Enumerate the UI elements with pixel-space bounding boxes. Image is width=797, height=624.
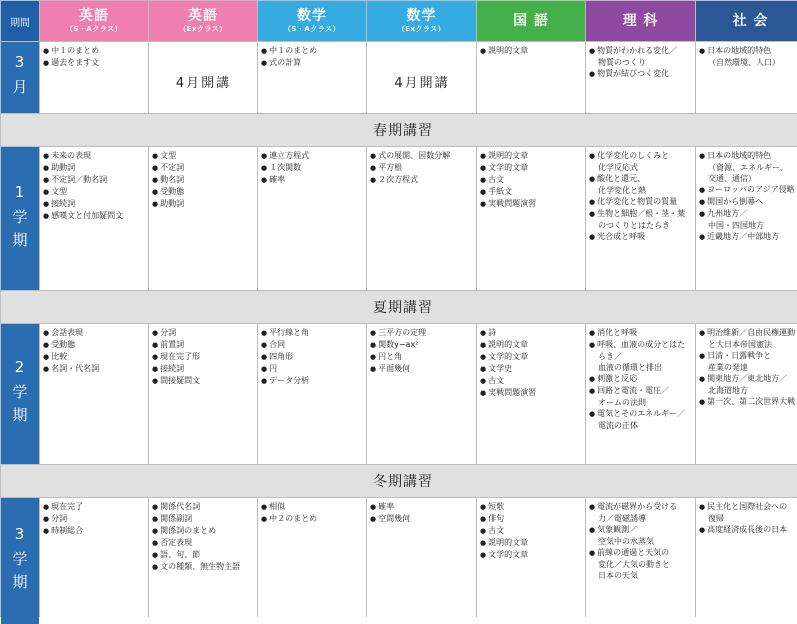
topic-item: ● 間接疑問文 (152, 375, 255, 387)
topic-item: ● １次関数 (261, 162, 364, 174)
topic-list (370, 150, 474, 186)
topic-list (152, 150, 255, 210)
topic-item: ● 日本の地域的特色 （自然環境、人口） (699, 45, 797, 68)
topic-item: ● 物質がわかれる変化／ 物質のつくり (589, 45, 693, 68)
topic-item: ● 明治維新／自由民権運動 と大日本帝国憲法 (699, 327, 797, 350)
cell-term1-math-sa (258, 147, 366, 290)
topic-item: ● 中２のまとめ (261, 513, 364, 525)
header-science-title: 理 科 (622, 13, 659, 29)
cell-term2-english-sa (40, 324, 148, 464)
topic-item: ● 刺激と反応 (589, 373, 693, 385)
topic-list (480, 327, 583, 399)
topic-item: ● 日清・日露戦争と 産業の発達 (699, 350, 797, 373)
topic-item: ● 消化と呼吸 (589, 327, 693, 339)
topic-item: ● 名詞・代名詞 (43, 363, 146, 375)
topic-item: ● 接続詞 (152, 363, 255, 375)
topic-item: ● 説明的文章 (480, 339, 583, 351)
topic-item: ● 時制総合 (43, 525, 146, 537)
topic-item: ● 助動詞 (152, 198, 255, 210)
cell-term3-science (586, 498, 695, 624)
topic-item: ● 関東地方／東北地方／ 北海道地方 (699, 373, 797, 396)
topic-list (589, 150, 693, 243)
topic-item: ● 高度経済成長後の日本 (699, 524, 797, 536)
topic-item: ● 実戦問題演習 (480, 198, 583, 210)
topic-item: ● 未来の表現 (43, 150, 146, 162)
topic-list (480, 501, 583, 561)
topic-item: ● 比較 (43, 351, 146, 363)
header-math-sa-sub: （S・Aクラス） (283, 25, 341, 33)
cell-term3-social (696, 498, 797, 624)
cell-march-math-ex: 4月開講 (367, 42, 476, 113)
header-social-title: 社 会 (732, 13, 769, 29)
topic-item: ● 助動詞 (43, 162, 146, 174)
topic-item: ● 式の展開、因数分解 (370, 150, 474, 162)
topic-item: ● 生物と細胞／根・茎・葉 のつくりとはたらき (589, 208, 693, 231)
topic-list (699, 45, 797, 68)
topic-item: ● 古文 (480, 375, 583, 387)
cell-term1-english-ex (149, 147, 257, 290)
topic-item: ● 古文 (480, 174, 583, 186)
topic-item: ● 確率 (370, 501, 474, 513)
topic-list (589, 501, 693, 581)
topic-item: ● 空間幾何 (370, 513, 474, 525)
topic-item: ● 開国から倒幕へ (699, 196, 797, 208)
topic-item: ● 説明的文章 (480, 537, 583, 549)
cell-march-math-sa (258, 42, 366, 113)
cell-term2-math-sa (258, 324, 366, 464)
banner-winter-course: 冬期講習 (1, 465, 797, 497)
topic-item: ● 文型 (43, 186, 146, 198)
topic-item: ● 否定表現 (152, 537, 255, 549)
cell-term1-science (586, 147, 695, 290)
topic-item: ● 日本の地域的特色 （資源、エネルギー、 交通、通信） (699, 150, 797, 184)
topic-item: ● 詩 (480, 327, 583, 339)
header-science (586, 1, 695, 41)
topic-item: ● 相似 (261, 501, 364, 513)
cell-term1-japanese (477, 147, 585, 290)
cell-march-science (586, 42, 695, 113)
header-english-ex (149, 1, 257, 41)
topic-list (261, 327, 364, 387)
topic-item: ● 手紙文 (480, 186, 583, 198)
topic-item: ● 気象観測／ 空気中の水蒸気 (589, 524, 693, 547)
topic-list (261, 150, 364, 186)
topic-item: ● 関数y−ax² (370, 339, 474, 351)
term-label-2-text: 2学期 (10, 358, 29, 430)
topic-list (699, 501, 797, 536)
topic-item: ● 連立方程式 (261, 150, 364, 162)
topic-item: ● ２次方程式 (370, 174, 474, 186)
cell-march-english-sa (40, 42, 148, 113)
term-label-march (1, 42, 39, 113)
banner-spring-course: 春期講習 (1, 114, 797, 146)
topic-list (261, 45, 364, 69)
topic-item: ● 民主化と国際社会への 復帰 (699, 501, 797, 524)
header-math-ex-title: 数学 (406, 8, 437, 24)
cell-term2-english-ex (149, 324, 257, 464)
header-period: 期間 (1, 1, 39, 41)
topic-item: ● 不定詞 (152, 162, 255, 174)
header-english-sa (40, 1, 148, 41)
topic-item: ● 文学的文章 (480, 162, 583, 174)
topic-item: ● データ分析 (261, 375, 364, 387)
topic-item: ● 不定詞／動名詞 (43, 174, 146, 186)
topic-item: ● 分詞 (152, 327, 255, 339)
header-english-ex-title: 英語 (188, 8, 218, 24)
topic-list (589, 327, 693, 431)
topic-item: ● 受動態 (152, 186, 255, 198)
topic-item: ● 会話表現 (43, 327, 146, 339)
term-label-3-text: 3学期 (10, 525, 29, 597)
cell-term2-japanese (477, 324, 585, 464)
topic-item: ● 古文 (480, 525, 583, 537)
topic-list (699, 327, 797, 408)
topic-item: ● 化学変化と物質の質量 (589, 196, 693, 208)
topic-item: ● 三平方の定理 (370, 327, 474, 339)
topic-item: ● 平面幾何 (370, 363, 474, 375)
term-label-2 (1, 324, 39, 464)
cell-term2-science (586, 324, 695, 464)
topic-list (370, 501, 474, 525)
cell-march-social (696, 42, 797, 113)
cell-term3-english-sa (40, 498, 148, 624)
topic-list (370, 327, 474, 375)
header-japanese-title: 国 語 (513, 13, 549, 29)
topic-item: ● 文学的文章 (480, 351, 583, 363)
topic-item: ● ヨーロッパのアジア侵略 (699, 184, 797, 196)
cell-march-japanese (477, 42, 585, 113)
topic-item: ● 過去をます文 (43, 57, 146, 69)
topic-item: ● 光合成と呼吸 (589, 231, 693, 243)
topic-item: ● 平行線と角 (261, 327, 364, 339)
topic-list (480, 150, 583, 210)
topic-list (43, 327, 146, 375)
header-math-sa-title: 数学 (297, 8, 327, 24)
topic-item: ● 文の種類、無生物主語 (152, 561, 255, 573)
header-math-ex (367, 1, 476, 41)
topic-item: ● 電流が磁界から受ける 力／電磁誘導 (589, 501, 693, 524)
topic-item: ● 円 (261, 363, 364, 375)
topic-item: ● 物質が結びつく変化 (589, 68, 693, 80)
topic-item: ● 関係詞のまとめ (152, 525, 255, 537)
topic-item: ● 受動態 (43, 339, 146, 351)
cell-term1-math-ex (367, 147, 476, 290)
header-math-sa (258, 1, 366, 41)
header-japanese (477, 1, 585, 41)
topic-item: ● 現在完了形 (152, 351, 255, 363)
topic-item: ● 呼吸、血液の成分とはた らき／ 血液の循環と排出 (589, 339, 693, 373)
term-label-1 (1, 147, 39, 290)
cell-term1-social (696, 147, 797, 290)
topic-item: ● 説明的文章 (480, 150, 583, 162)
topic-item: ● 短歌 (480, 501, 583, 513)
topic-item: ● 中１のまとめ (261, 45, 364, 57)
topic-item: ● 文型 (152, 150, 255, 162)
term-label-3 (1, 498, 39, 624)
topic-list (152, 327, 255, 387)
topic-list (261, 501, 364, 525)
cell-term1-english-sa (40, 147, 148, 290)
topic-item: ● 式の計算 (261, 57, 364, 69)
topic-item: ● 回路と電流・電圧／ オームの法則 (589, 385, 693, 408)
topic-item: ● 化学変化のしくみと 化学反応式 (589, 150, 693, 173)
topic-item: ● 文学的文章 (480, 549, 583, 561)
topic-item: ● 確率 (261, 174, 364, 186)
topic-item: ● 文学史 (480, 363, 583, 375)
header-english-sa-title: 英語 (79, 8, 109, 24)
topic-item: ● 円と角 (370, 351, 474, 363)
topic-item: ● 合同 (261, 339, 364, 351)
topic-item: ● 中１のまとめ (43, 45, 146, 57)
topic-item: ● 近畿地方／中部地方 (699, 231, 797, 243)
topic-item: ● 前置詞 (152, 339, 255, 351)
topic-item: ● 関係副詞 (152, 513, 255, 525)
cell-term2-social (696, 324, 797, 464)
topic-item: ● 感嘆文と付加疑問文 (43, 210, 146, 222)
topic-item: ● 前線の通過と天気の 変化／大気の動きと 日本の天気 (589, 547, 693, 581)
topic-item: ● 語、句、節 (152, 549, 255, 561)
banner-summer-course: 夏期講習 (1, 291, 797, 323)
cell-term3-math-sa (258, 498, 366, 624)
header-english-ex-sub: （Exクラス） (179, 25, 227, 33)
topic-item: ● 分詞 (43, 513, 146, 525)
topic-list (699, 150, 797, 243)
topic-list (480, 45, 583, 57)
topic-list (43, 45, 146, 69)
header-social (696, 1, 797, 41)
topic-item: ● 説明的文章 (480, 45, 583, 57)
topic-item: ● 俳句 (480, 513, 583, 525)
topic-list (43, 501, 146, 537)
cell-term2-math-ex (367, 324, 476, 464)
cell-term3-math-ex (367, 498, 476, 624)
topic-item: ● 四角形 (261, 351, 364, 363)
topic-item: ● 関係代名詞 (152, 501, 255, 513)
topic-item: ● 九州地方／ 中国・四国地方 (699, 208, 797, 231)
topic-list (152, 501, 255, 573)
header-math-ex-sub: （Exクラス） (397, 25, 446, 33)
topic-item: ● 実戦問題演習 (480, 387, 583, 399)
topic-list (589, 45, 693, 80)
cell-term3-english-ex (149, 498, 257, 624)
topic-item: ● 酸化と還元、 化学変化と熱 (589, 173, 693, 196)
topic-list (43, 150, 146, 222)
header-english-sa-sub: （S・Aクラス） (65, 25, 123, 33)
topic-item: ● 現在完了 (43, 501, 146, 513)
topic-item: ● 接続詞 (43, 198, 146, 210)
topic-item: ● 動名詞 (152, 174, 255, 186)
cell-march-english-ex: 4月開講 (149, 42, 257, 113)
cell-term3-japanese (477, 498, 585, 624)
topic-item: ● 平方根 (370, 162, 474, 174)
term-label-1-text: 1学期 (10, 182, 29, 255)
term-label-march-text: 3月 (10, 53, 29, 102)
topic-item: ● 電気とそのエネルギー／ 電流の正体 (589, 408, 693, 431)
topic-item: ● 第一次、第二次世界大戦 (699, 396, 797, 408)
